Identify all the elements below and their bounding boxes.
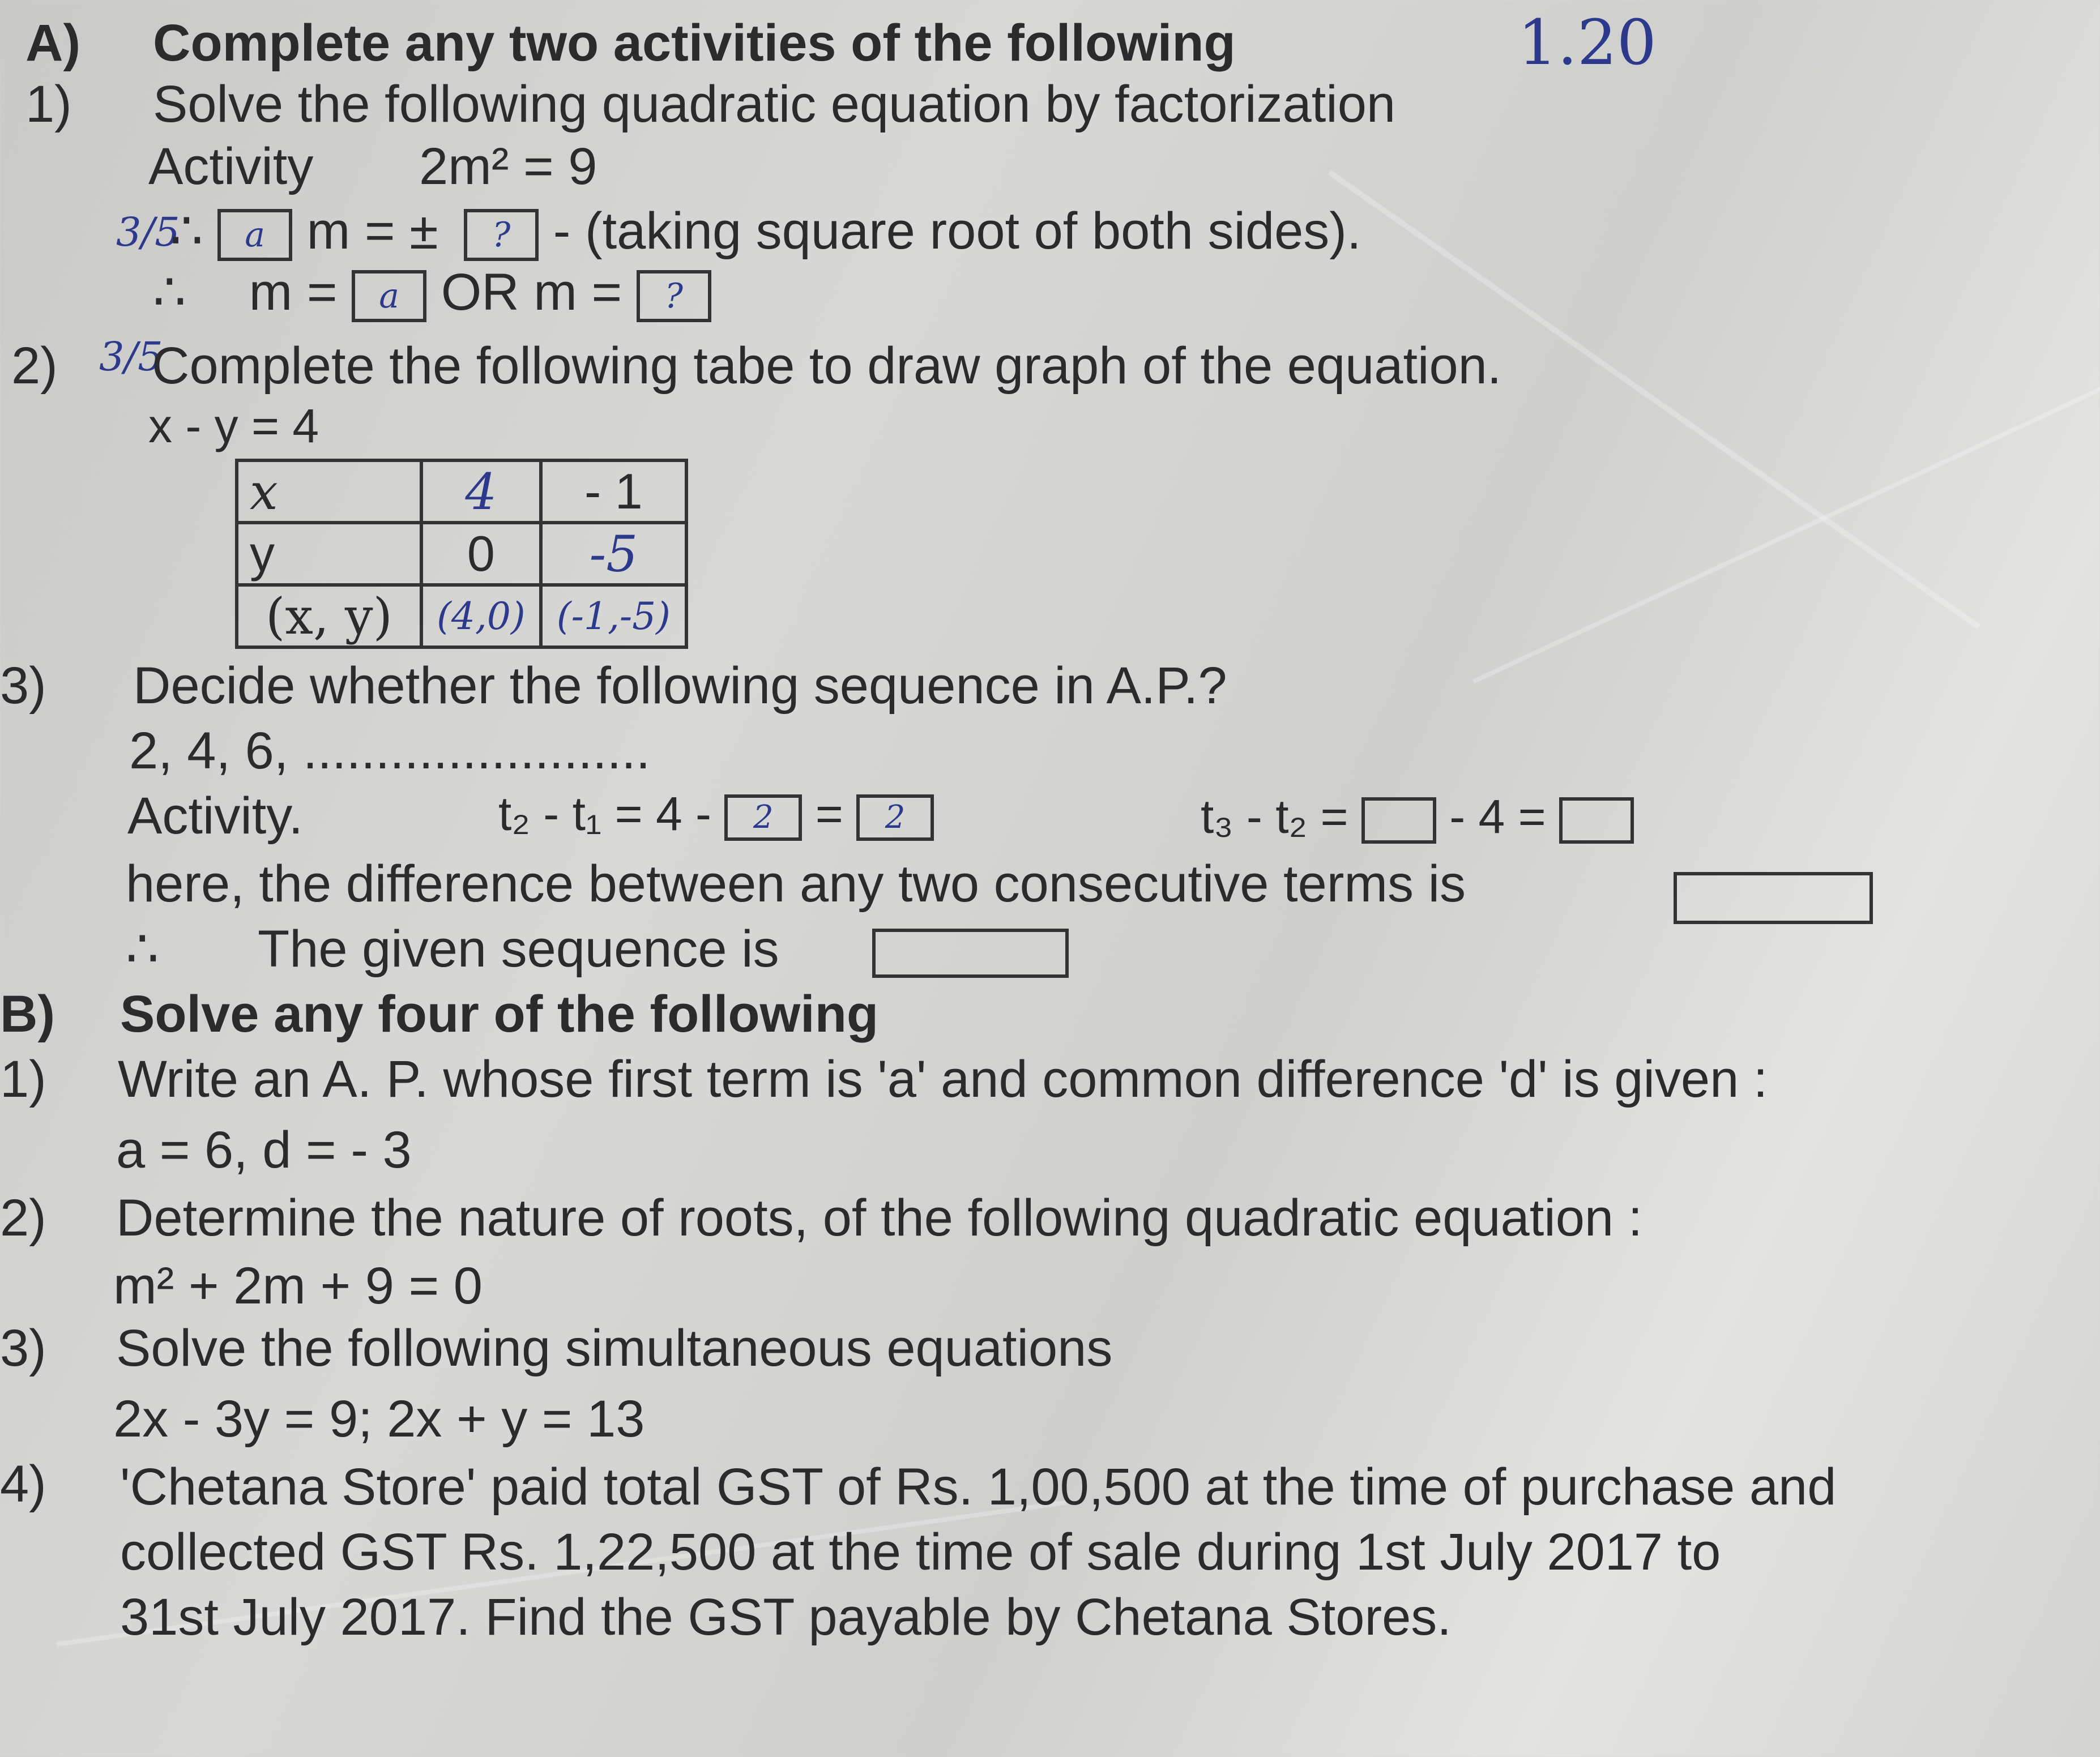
table-cell: 0 [421,523,541,585]
step1-suffix: - (taking square root of both sides). [553,202,1361,260]
table-cell: 4 [421,460,541,523]
step1-middle: m = ± [306,202,438,260]
handwritten-margin-mark: 3/5 [116,209,180,255]
q3-text: Decide whether the following sequence in A.P.? [133,657,1227,715]
eq1-equals: = [815,787,843,840]
q1-number: 1) [25,75,72,133]
xy-table [235,459,688,649]
q3-activity-label: Activity. [127,787,304,845]
q3-eq1 [498,787,934,841]
section-b-heading: Solve any four of the following [120,985,879,1043]
answer-box: 2 [724,794,802,841]
q1-activity-label: Activity [148,138,314,195]
section-a-label: A) [25,14,81,72]
b1-number: 1) [0,1050,46,1108]
answer-box: 2 [856,794,934,841]
q3-sequence: 2, 4, 6, ........................ [129,722,651,780]
answer-box: a [352,270,426,322]
b2-number: 2) [0,1189,46,1247]
step2-m-equals: m = [249,263,338,321]
table-cell: (x, y) [237,585,421,647]
q1-step2 [153,263,711,322]
table-cell: x [237,460,421,523]
blank-box [1361,797,1436,844]
therefore-symbol: ∴ [153,263,186,321]
b3-text: Solve the following simultaneous equations [116,1319,1113,1377]
answer-box: ? [464,209,539,261]
table-cell: y [237,523,421,585]
q2-text: Complete the following tabe to draw graph of the equation. [152,337,1502,395]
b4-sub2: 31st July 2017. Find the GST payable by Chetana Stores. [120,1588,1452,1646]
b3-number: 3) [0,1319,46,1377]
b3-sub: 2x - 3y = 9; 2x + y = 13 [113,1390,645,1448]
table-cell: (4,0) [421,585,541,647]
table-cell: (-1,-5) [541,585,686,647]
answer-box: a [217,209,292,261]
section-a-heading: Complete any two activities of the following [153,14,1236,72]
q1-text: Solve the following quadratic equation by factorization [153,75,1396,133]
handwritten-margin-mark: 3/5 [99,334,163,380]
table-cell: - 1 [541,460,686,523]
section-b-label: B) [0,985,56,1043]
eq2-middle: - 4 = [1449,790,1546,843]
q1-equation: 2m² = 9 [419,138,597,195]
table-row [237,523,686,585]
b1-sub: a = 6, d = - 3 [116,1121,412,1179]
q2-equation: x - y = 4 [148,399,319,452]
q3-eq2 [1201,790,1634,844]
table-cell: -5 [541,523,686,585]
step2-or: OR m = [441,263,622,321]
paper-crease [1472,369,2100,684]
eq1-left: t₂ - t₁ = 4 - [498,787,712,840]
blank-box [1674,872,1873,924]
q2-number: 2) [11,337,58,395]
blank-box [872,929,1069,978]
q3-line4: The given sequence is [258,920,779,978]
eq2-left: t₃ - t₂ = [1201,790,1348,843]
blank-box [1559,797,1634,844]
answer-box: ? [637,270,711,322]
therefore-symbol: ∴ [126,920,159,978]
table-row [237,585,686,647]
handwritten-score: 1.20 [1518,6,1657,79]
q3-number: 3) [0,657,46,715]
b4-sub: collected GST Rs. 1,22,500 at the time of sale during 1st July 2017 to [120,1523,1721,1581]
b1-text: Write an A. P. whose first term is 'a' and common difference 'd' is given : [118,1050,1768,1108]
b2-text: Determine the nature of roots, of the following quadratic equation : [116,1189,1643,1247]
q3-line3: here, the difference between any two consecutive terms is [126,855,1466,913]
q1-step1 [170,202,1361,261]
table-row [237,460,686,523]
therefore-symbol: ∴ [170,202,203,260]
paper-crease [1328,170,1981,629]
b4-number: 4) [0,1455,46,1513]
b4-text: 'Chetana Store' paid total GST of Rs. 1,00,500 at the time of purchase and [120,1458,1837,1516]
b2-sub: m² + 2m + 9 = 0 [113,1257,483,1315]
